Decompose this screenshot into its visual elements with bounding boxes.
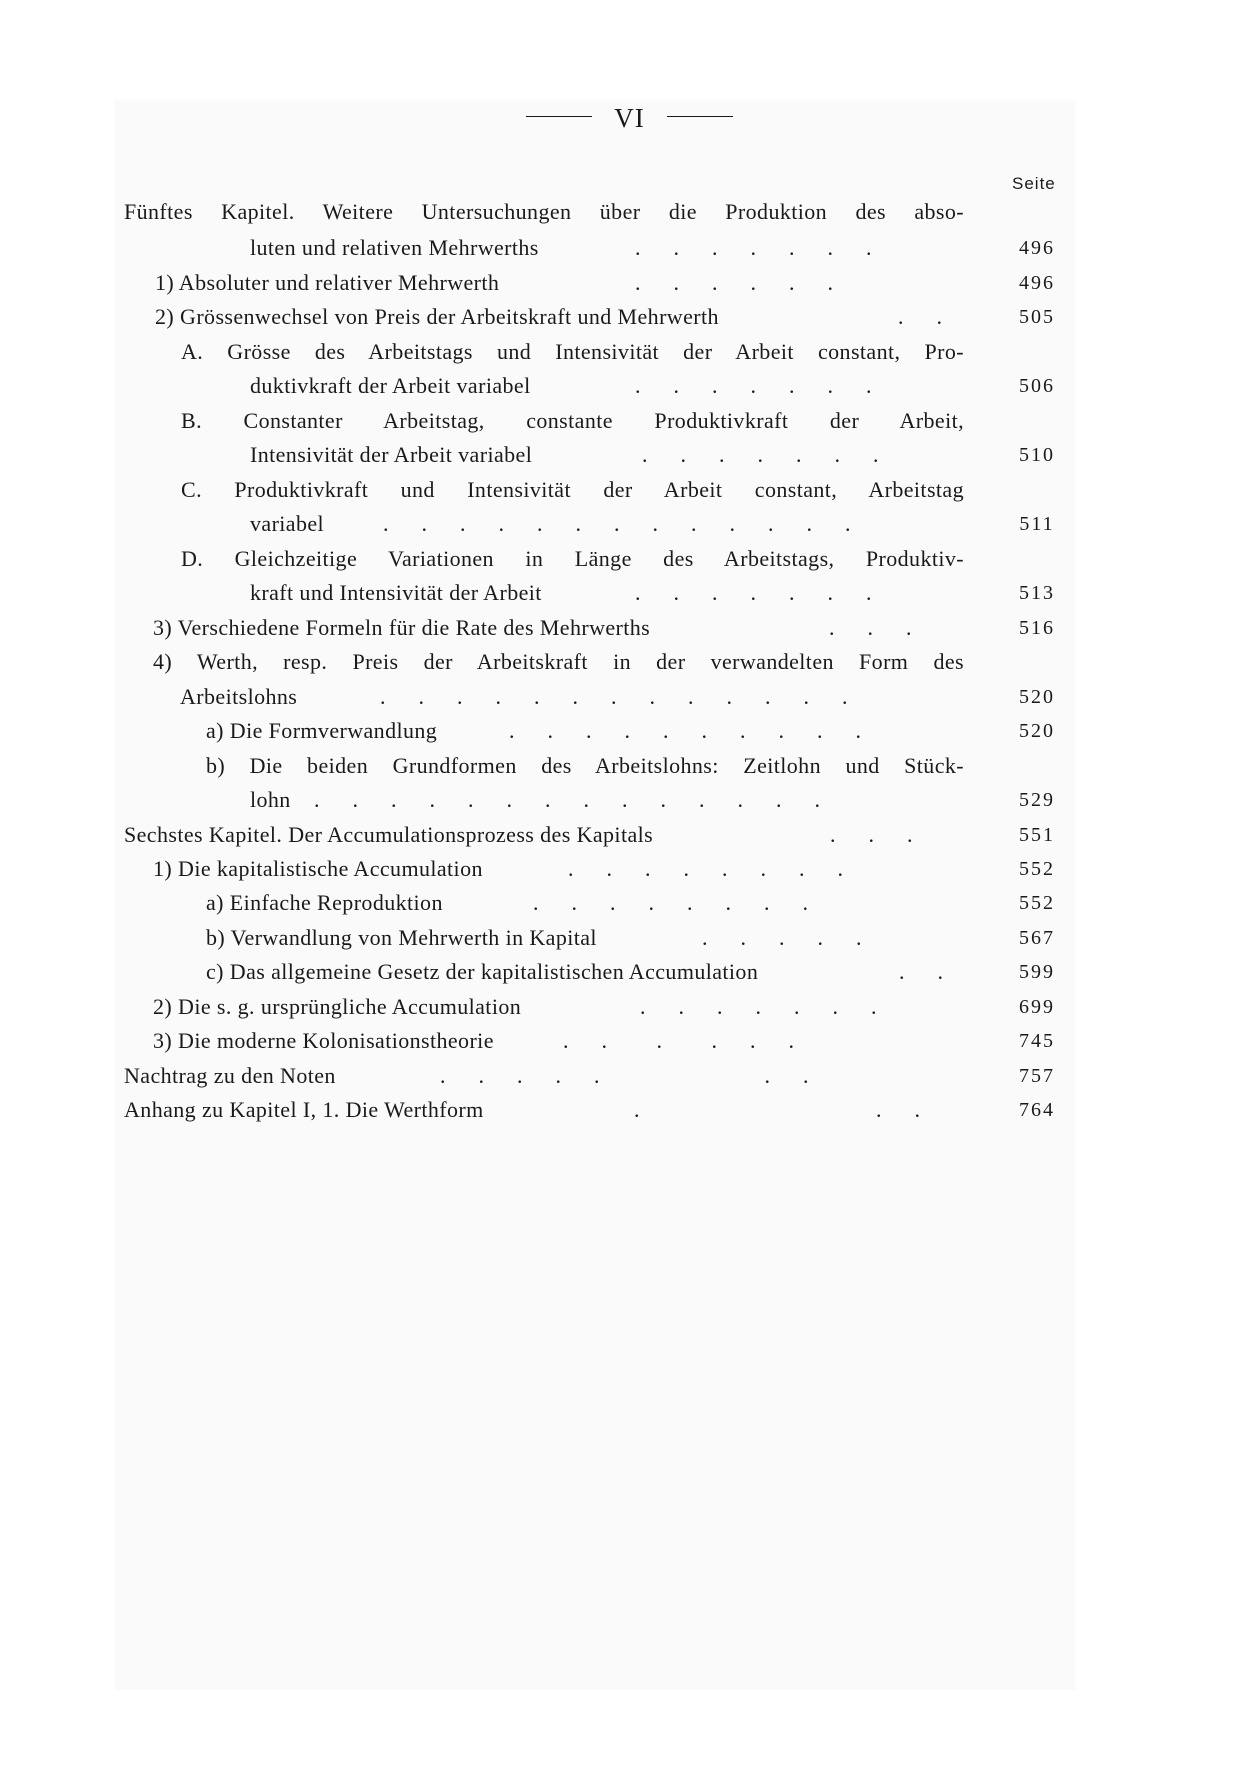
toc-entry-text: Arbeitslohns: [180, 684, 298, 709]
leader-dots: . . . . . . .: [635, 373, 872, 398]
toc-entry-text: Intensivität der Arbeit variabel: [250, 442, 533, 467]
toc-entry: [124, 820, 1104, 850]
toc-page-number: 552: [1019, 892, 1055, 914]
toc-entry-text: A. Grösse des Arbeitstags und Intensivität der Arbeit constant, Pro-: [181, 339, 964, 364]
toc-entry-text: b) Verwandlung von Mehrwerth in Kapital: [206, 925, 597, 950]
toc-page-number: 496: [1019, 237, 1055, 259]
toc-entry: [153, 613, 1093, 643]
toc-entry: [181, 475, 964, 505]
toc-entry-text: Anhang zu Kapitel I, 1. Die Werthform: [124, 1097, 484, 1122]
leader-dots: . . . . . . . . . .: [509, 718, 861, 743]
toc-entry-text: variabel: [250, 511, 325, 536]
toc-entry: [206, 716, 1106, 746]
toc-entry-text: D. Gleichzeitige Variationen in Länge des Arbeitstags, Produktiv-: [181, 546, 964, 571]
toc-page-number: 516: [1019, 617, 1055, 639]
toc-page-number: 520: [1019, 686, 1055, 708]
toc-page-number: 567: [1019, 927, 1055, 949]
toc-entry-text: lohn: [250, 787, 291, 812]
toc-entry-text: B. Constanter Arbeitstag, constante Produktivkraft der Arbeit,: [181, 408, 964, 433]
page-column-label: Seite: [1012, 174, 1056, 193]
toc-entry-text: C. Produktivkraft und Intensivität der Arbeit constant, Arbeitstag: [181, 477, 964, 502]
toc-entry: [250, 440, 1090, 470]
toc-entry: [155, 268, 1095, 298]
toc-entry: [153, 992, 1103, 1022]
leader-dots: . . . . . .: [635, 270, 833, 295]
toc-entry-text: 1) Die kapitalistische Accumulation: [153, 856, 483, 881]
toc-entry: [124, 1095, 1104, 1125]
toc-entry: [155, 302, 1095, 332]
leader-dots: . . . . . . . . . . . . .: [380, 684, 848, 709]
toc-entry-text: a) Einfache Reproduktion: [206, 890, 443, 915]
toc-page-number: 496: [1019, 272, 1055, 294]
toc-page-number: 745: [1019, 1030, 1055, 1052]
toc-entry-text: Fünftes Kapitel. Weitere Untersuchungen über die Produktion des abso-: [124, 199, 964, 224]
toc-page-number: 529: [1019, 789, 1055, 811]
toc-entry-text: Sechstes Kapitel. Der Accumulationsprozess des Kapitals: [124, 822, 654, 847]
leader-dots: . .: [899, 959, 943, 984]
leader-dots: . . . . . . . .: [568, 856, 843, 881]
toc-entry: [181, 406, 964, 436]
toc-entry: [250, 785, 1090, 815]
leader-dots: . . .: [634, 1097, 920, 1122]
toc-page-number: 551: [1019, 824, 1055, 846]
toc-entry: [206, 923, 1106, 953]
toc-entry: [206, 957, 1106, 987]
toc-entry: [124, 1061, 1104, 1091]
leader-dots: . . . . . . .: [440, 1063, 809, 1088]
leader-dots: . . .: [830, 822, 913, 847]
toc-entry: [124, 197, 964, 227]
toc-entry-text: 2) Grössenwechsel von Preis der Arbeitskraft und Mehrwerth: [155, 304, 719, 329]
toc-entry-text: duktivkraft der Arbeit variabel: [250, 373, 531, 398]
toc-entry: [180, 682, 1090, 712]
page-number-roman: VI: [614, 103, 645, 133]
leader-dots: . . . . . . . . . . . . . .: [314, 787, 820, 812]
leader-dots: . . . . . . . . . . . . .: [383, 511, 851, 536]
leader-dots: . . . . . . .: [642, 442, 879, 467]
toc-page-number: 757: [1019, 1065, 1055, 1087]
toc-entry-text: 2) Die s. g. ursprüngliche Accumulation: [153, 994, 522, 1019]
toc-entry-text: 4) Werth, resp. Preis der Arbeitskraft in der verwandelten Form des: [153, 649, 964, 674]
leader-dots: . . . . . . .: [635, 580, 872, 605]
toc-entry: [181, 544, 964, 574]
toc-entry-text: a) Die Formverwandlung: [206, 718, 438, 743]
toc-entry: [153, 1026, 1103, 1056]
toc-entry: [250, 371, 1090, 401]
toc-page-number: 511: [1019, 513, 1055, 535]
leader-dots: . . . . . .: [563, 1028, 794, 1053]
leader-dots: . . . . . . . .: [533, 890, 808, 915]
toc-page-number: 764: [1019, 1099, 1055, 1121]
leader-dots: . . . . . . .: [640, 994, 877, 1019]
leader-dots: . . . . .: [702, 925, 862, 950]
toc-entry-text: kraft und Intensivität der Arbeit: [250, 580, 542, 605]
toc-entry: [206, 888, 1106, 918]
toc-entry: [181, 337, 964, 367]
leader-dots: . . . . . . .: [635, 235, 872, 260]
toc-entry: [153, 854, 1103, 884]
toc-page-number: 699: [1019, 996, 1055, 1018]
toc-page-number: 520: [1019, 720, 1055, 742]
toc-entry: [250, 233, 1090, 263]
toc-entry-text: c) Das allgemeine Gesetz der kapitalistischen Accumulation: [206, 959, 759, 984]
toc-entry-text: 3) Die moderne Kolonisationstheorie: [153, 1028, 494, 1053]
toc-page-number: 506: [1019, 375, 1055, 397]
leader-dots: . .: [898, 304, 942, 329]
toc-page-number: 513: [1019, 582, 1055, 604]
toc-page-number: 599: [1019, 961, 1055, 983]
toc-entry-text: 3) Verschiedene Formeln für die Rate des Mehrwerths: [153, 615, 651, 640]
toc-page-number: 552: [1019, 858, 1055, 880]
toc-entry: [250, 578, 1090, 608]
toc-entry: [153, 647, 964, 677]
toc-entry-text: b) Die beiden Grundformen des Arbeitslohns: Zeitlohn und Stück-: [206, 753, 964, 778]
toc-entry-text: luten und relativen Mehrwerths: [250, 235, 539, 260]
toc-entry: [206, 751, 964, 781]
leader-dots: . . .: [829, 615, 912, 640]
toc-entry: [250, 509, 1090, 539]
toc-page-number: 510: [1019, 444, 1055, 466]
toc-entry-text: Nachtrag zu den Noten: [124, 1063, 336, 1088]
toc-entry-text: 1) Absoluter und relativer Mehrwerth: [155, 270, 500, 295]
toc-page-number: 505: [1019, 306, 1055, 328]
